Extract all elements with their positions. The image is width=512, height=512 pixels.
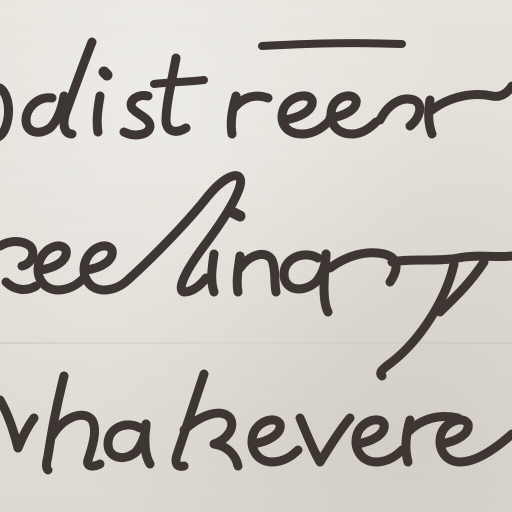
handwritten-line-2 (0, 176, 512, 376)
handwritten-line-3 (0, 374, 512, 470)
handwritten-line-1 (0, 42, 512, 138)
